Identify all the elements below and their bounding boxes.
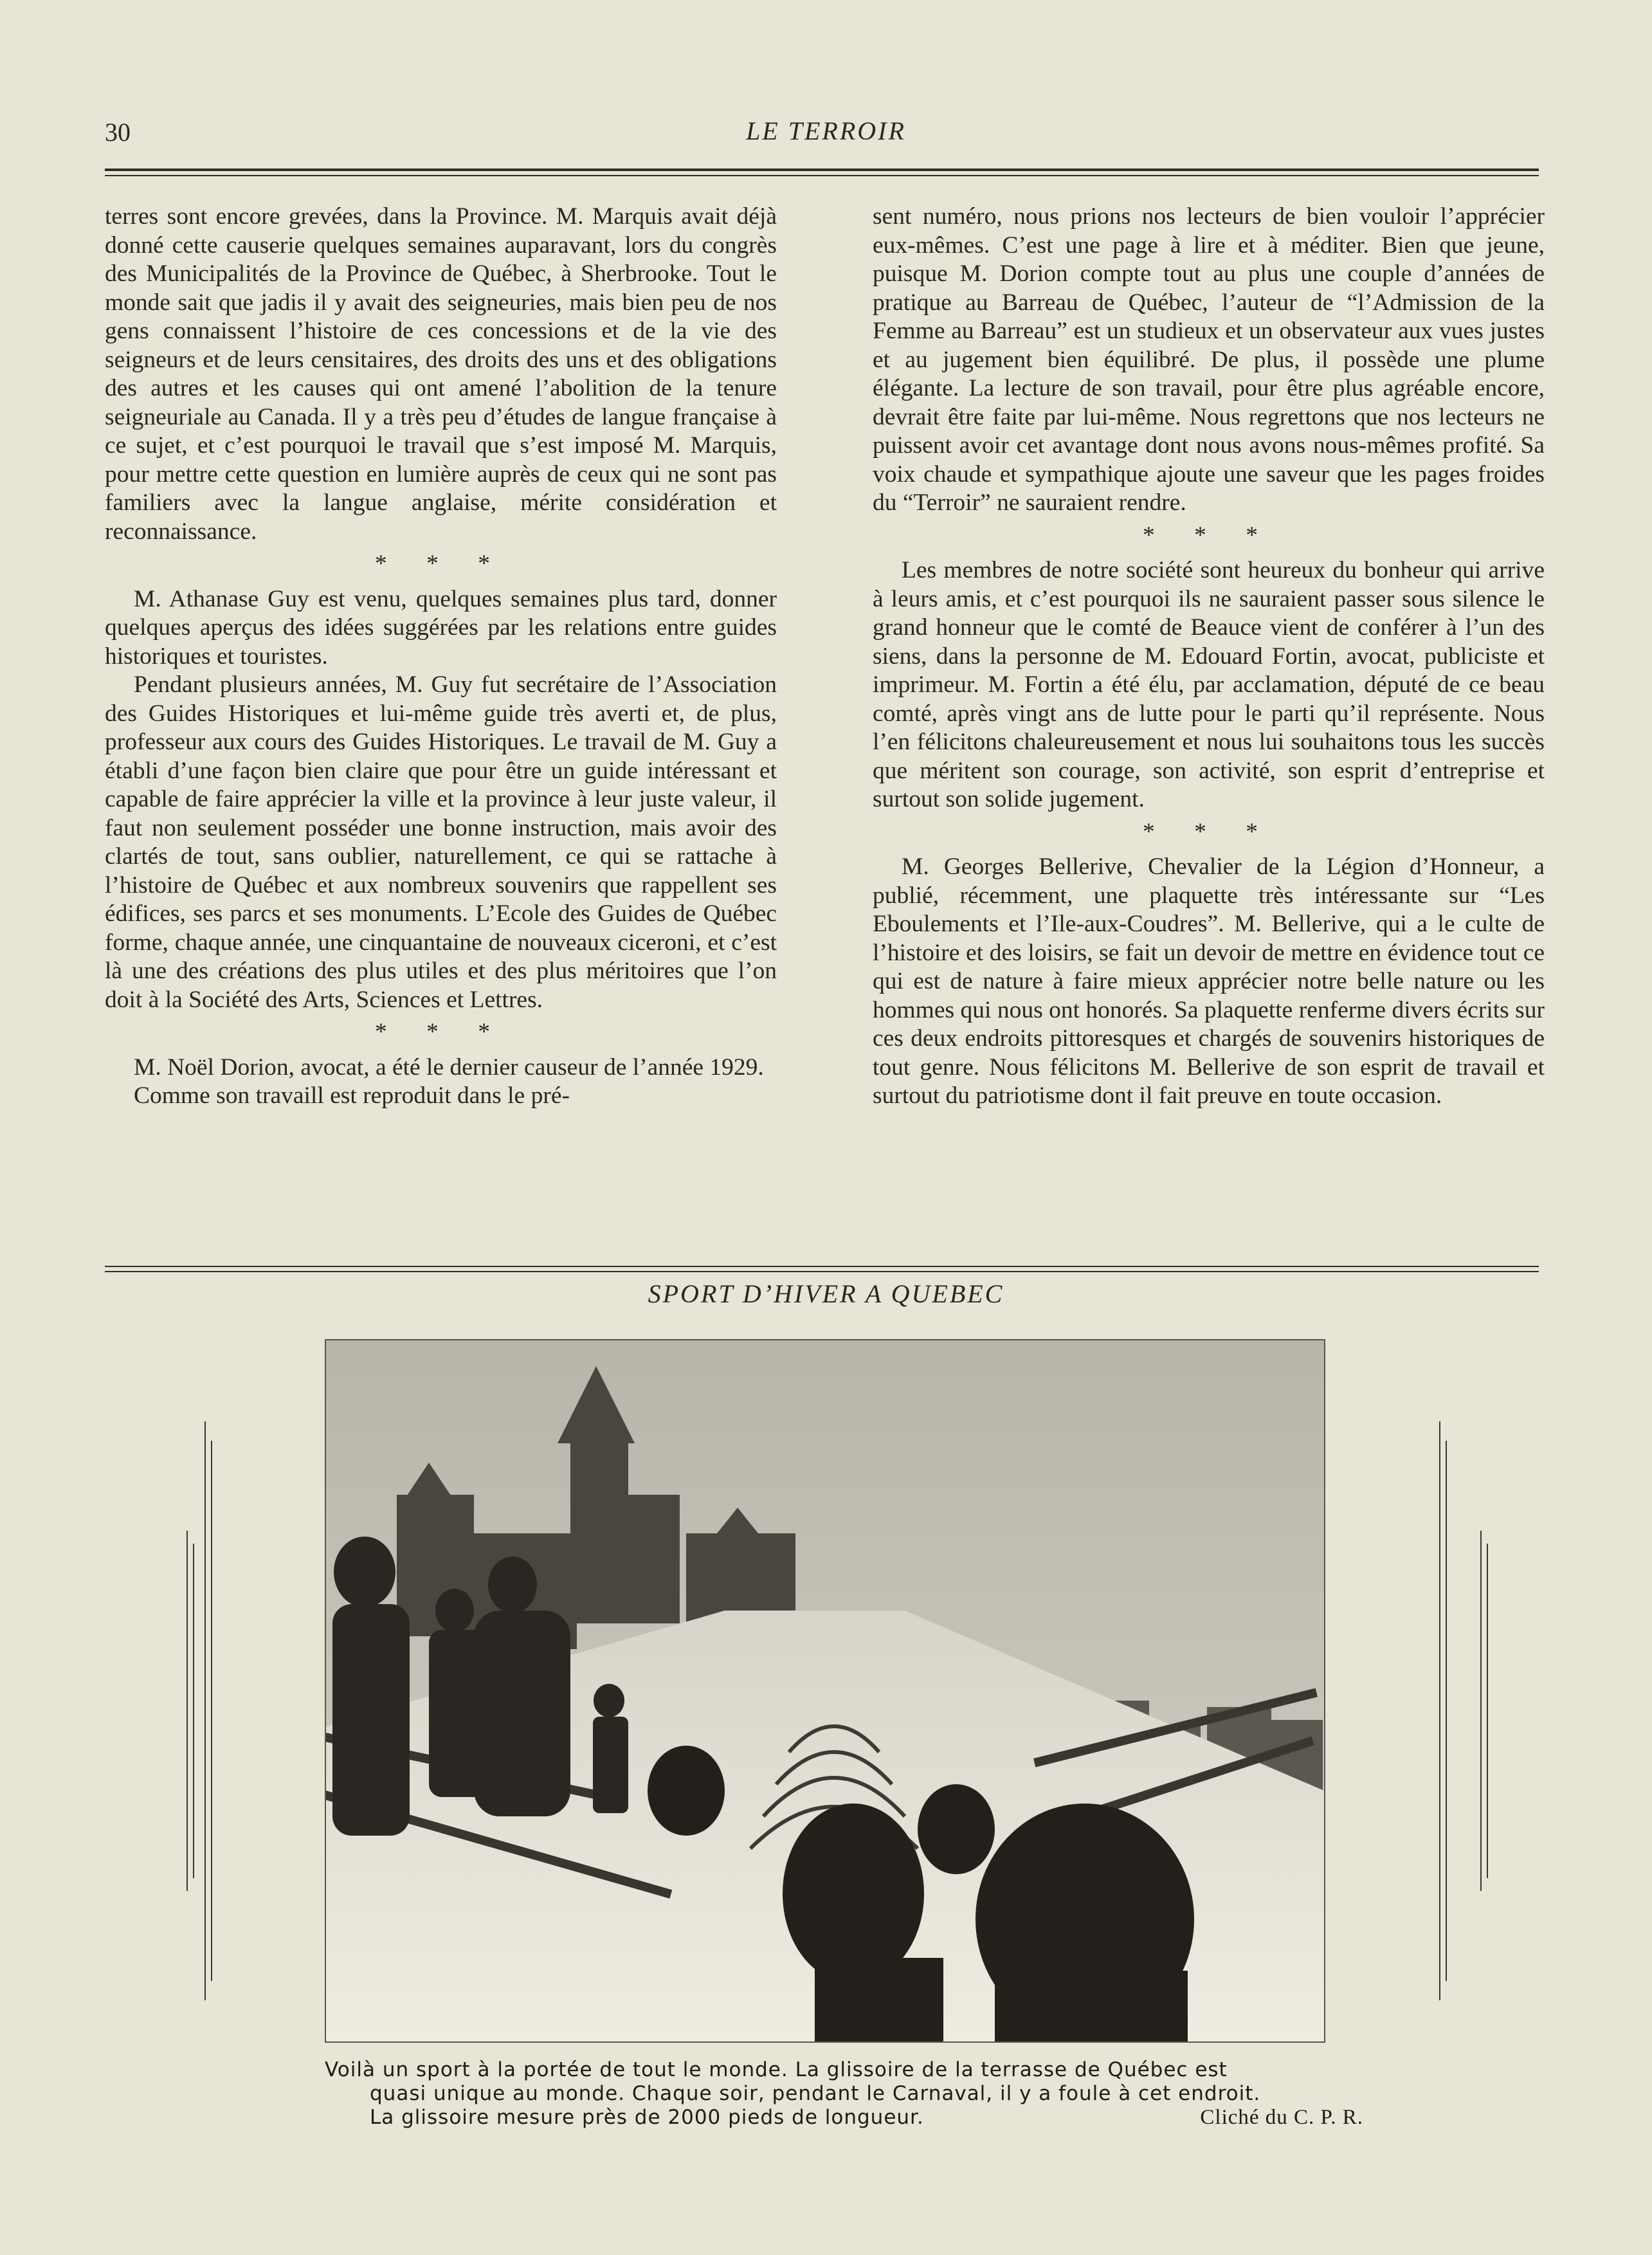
decorative-rule: [204, 1421, 206, 2000]
photo-credit: Cliché du C. P. R.: [1200, 2106, 1363, 2129]
section-separator: * * *: [375, 551, 507, 577]
paragraph: terres sont encore grevées, dans la Province. M. Marquis avait déjà donné cette causerie quelques semaines auparavant, lors du congrès des Municipalités de la Province de Québec, à Sherbrooke. Tout le monde sait que jadis il y avait des seigneuries, mais bien peu de nos gens connaissent l’histoire de ces concessions et de la vie des seigneurs et de leurs censitaires, des droits des uns et des obligations des autres et les causes qui ont amené l’abolition de la tenure seigneuriale au Canada. Il y a très peu d’études de langue française à ce sujet, et c’est pourquoi le travail que s’est imposé M. Marquis, pour mettre cette question en lumière auprès de ceux qui ne sont pas familiers avec la langue anglaise, mérite considération et reconnaissance.: [105, 203, 777, 545]
decorative-rule: [186, 1531, 188, 1891]
photo-title: SPORT D’HIVER A QUEBEC: [648, 1279, 1004, 1308]
photo-caption: [325, 2058, 1370, 2130]
paragraph: M. Georges Bellerive, Chevalier de la Légion d’Honneur, a publié, récemment, une plaquette très intéressante sur “Les Eboulements et l’Ile-aux-Coudres”. M. Bellerive, qui a le culte de l’histoire et des loisirs, se fait un devoir de mettre en évidence tout ce qui est de nature à faire mieux apprécier notre belle nature ou les hommes qui nous ont honorés. Sa plaquette renferme divers écrits sur ces deux endroits pittoresques et chargés de souvenirs historiques de tout genre. Nous félicitons M. Bellerive de son esprit de travail et surtout du patriotisme dont il fait preuve en toute occasion.: [873, 854, 1545, 1109]
section-rule: [105, 1266, 1539, 1267]
decorative-rule: [1480, 1531, 1482, 1891]
section-separator: * * *: [375, 1019, 507, 1045]
running-title: LE TERROIR: [746, 116, 906, 145]
caption-line-2: quasi unique au monde. Chaque soir, pendant le Carnaval, il y a foule à cet endroit.: [370, 2082, 1261, 2105]
decorative-rule: [1487, 1544, 1488, 1878]
right-column: [873, 203, 1545, 1111]
left-column: [105, 203, 777, 1111]
paragraph: Les membres de notre société sont heureux du bonheur qui arrive à leurs amis, et c’est pourquoi ils ne sauraient passer sous silence le grand honneur que le comté de Beauce vient de conférer à l’un des siens, dans la personne de M. Edouard Fortin, avocat, publiciste et imprimeur. M. Fortin a été élu, par acclamation, député de ce beau comté, après vingt ans de lutte pour le parti qu’il représente. Nous l’en félicitons chaleureusement et nous lui souhaitons tous les succès que méritent son courage, son activité, son esprit d’entreprise et surtout son solide jugement.: [873, 557, 1545, 812]
section-rule-2: [105, 1271, 1539, 1272]
photo-illustration: [326, 1340, 1324, 2041]
paragraph: Comme son travaill est reproduit dans le pré-: [134, 1082, 570, 1109]
photo-toboggan-slide: [325, 1339, 1325, 2043]
paragraph: sent numéro, nous prions nos lecteurs de bien vouloir l’apprécier eux-mêmes. C’est une page à lire et à méditer. Bien que jeune, puisque M. Dorion compte tout au plus une couple d’années de pratique au Barreau de Québec, l’auteur de “l’Admission de la Femme au Barreau” est un studieux et un observateur aux vues justes et au jugement bien équilibré. De plus, il possède une plume élégante. La lecture de son travail, pour être plus agréable encore, devrait être faite par lui-même. Nous regrettons que nos lecteurs ne puissent avoir cet avantage dont nous avons nous-mêmes profité. Sa voix chaude et sympathique ajoute une saveur que les pages froides du “Terroir” ne sauraient rendre.: [873, 203, 1545, 516]
decorative-rule: [1446, 1441, 1447, 1981]
paragraph: M. Athanase Guy est venu, quelques semaines plus tard, donner quelques aperçus des idées suggérées par les relations entre guides historiques et touristes.: [105, 585, 777, 670]
header-rule: [105, 169, 1539, 171]
decorative-rule: [1439, 1421, 1440, 2000]
header-rule-thin: [105, 175, 1539, 176]
paragraph: M. Noël Dorion, avocat, a été le dernier causeur de l’année 1929.: [134, 1054, 764, 1081]
section-separator: * * *: [1143, 522, 1275, 549]
caption-line-1: Voilà un sport à la portée de tout le monde. La glissoire de la terrasse de Québec est: [325, 2058, 1228, 2081]
page-number: 30: [105, 118, 131, 147]
decorative-rule: [211, 1441, 212, 1981]
section-separator: * * *: [1143, 818, 1275, 845]
paragraph: Pendant plusieurs années, M. Guy fut secrétaire de l’Association des Guides Historiques et lui-même guide très averti et, de plus, professeur aux cours des Guides Historiques. Le travail de M. Guy a établi d’une façon bien claire que pour être un guide intéressant et capable de faire apprécier la ville et la province à leur juste valeur, il faut non seulement posséder une bonne instruction, mais avoir des clartés de tout, sans oublier, naturellement, ce qui se rattache à l’histoire de Québec et aux nombreux souvenirs que rappellent ses édifices, ses parcs et ses monuments. L’Ecole des Guides de Québec forme, chaque année, une cinquantaine de nouveaux ciceroni, et c’est là une des créations des plus utiles et des plus méritoires que l’on doit à la Société des Arts, Sciences et Lettres.: [105, 671, 777, 1013]
caption-line-3: La glissoire mesure près de 2000 pieds de longueur.: [370, 2106, 924, 2129]
decorative-rule: [193, 1544, 194, 1878]
